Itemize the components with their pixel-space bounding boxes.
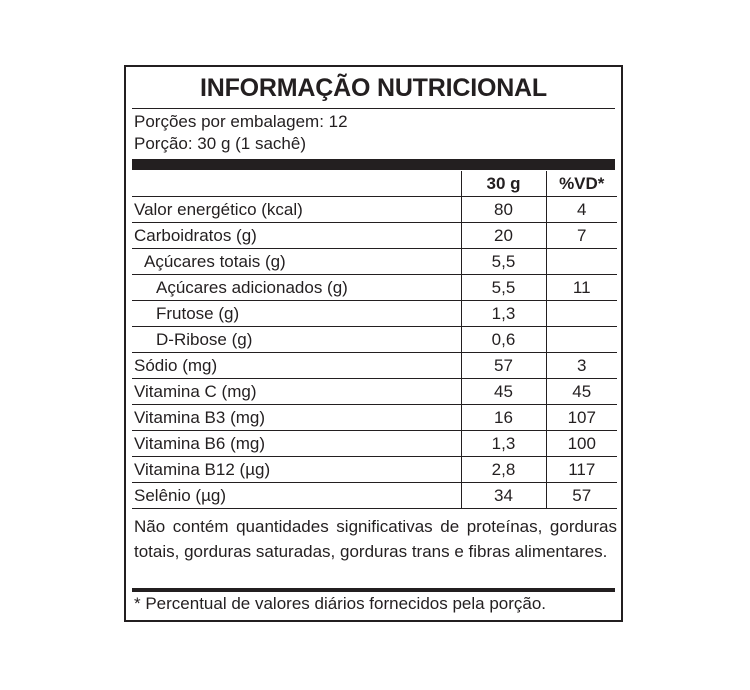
table-row <box>132 249 617 275</box>
nutrient-amount: 57 <box>461 353 546 379</box>
nutrient-dv: 57 <box>546 483 617 509</box>
nutrient-name: Vitamina B3 (mg) <box>132 405 461 431</box>
nutrient-name: D-Ribose (g) <box>132 327 461 353</box>
nutrient-amount: 20 <box>461 223 546 249</box>
servings-per-package: Porções por embalagem: 12 <box>134 112 348 131</box>
header-amount: 30 g <box>461 171 546 197</box>
nutrient-name: Frutose (g) <box>132 301 461 327</box>
nutrient-amount: 34 <box>461 483 546 509</box>
table-row <box>132 223 617 249</box>
table-row <box>132 197 617 223</box>
table-row <box>132 353 617 379</box>
nutrient-amount: 80 <box>461 197 546 223</box>
daily-value-footnote: * Percentual de valores diários fornecidos pela porção. <box>134 594 547 613</box>
thick-divider-top <box>132 159 615 170</box>
nutrient-name: Açúcares adicionados (g) <box>132 275 461 301</box>
nutrient-amount: 5,5 <box>461 249 546 275</box>
table-row <box>132 457 617 483</box>
table-row <box>132 379 617 405</box>
serving-size: Porção: 30 g (1 sachê) <box>134 134 306 153</box>
table-row <box>132 405 617 431</box>
nutrient-name: Selênio (µg) <box>132 483 461 509</box>
nutrient-name: Açúcares totais (g) <box>132 249 461 275</box>
nutrient-dv: 3 <box>546 353 617 379</box>
nutrition-table <box>132 171 617 509</box>
table-row <box>132 431 617 457</box>
nutrient-amount: 5,5 <box>461 275 546 301</box>
nutrient-name: Carboidratos (g) <box>132 223 461 249</box>
nutrient-name: Valor energético (kcal) <box>132 197 461 223</box>
table-row <box>132 275 617 301</box>
nutrient-name: Vitamina C (mg) <box>132 379 461 405</box>
nutrition-facts-panel <box>124 65 623 622</box>
nutrient-amount: 2,8 <box>461 457 546 483</box>
nutrient-dv <box>546 327 617 353</box>
nutrient-amount: 0,6 <box>461 327 546 353</box>
insignificant-amounts-note: Não contém quantidades significativas de proteínas, gorduras totais, gorduras saturadas, gorduras trans e fibras alimentares. <box>134 517 617 561</box>
nutrient-dv <box>546 249 617 275</box>
table-row <box>132 327 617 353</box>
nutrient-dv: 7 <box>546 223 617 249</box>
header-name <box>132 171 461 197</box>
nutrient-dv: 11 <box>546 275 617 301</box>
nutrient-dv: 107 <box>546 405 617 431</box>
nutrient-name: Vitamina B6 (mg) <box>132 431 461 457</box>
nutrient-amount: 16 <box>461 405 546 431</box>
title-divider <box>132 108 615 109</box>
thick-divider-bottom <box>132 588 615 592</box>
nutrient-dv: 100 <box>546 431 617 457</box>
table-header-row <box>132 171 617 197</box>
table-row <box>132 301 617 327</box>
nutrient-amount: 1,3 <box>461 301 546 327</box>
nutrient-dv: 45 <box>546 379 617 405</box>
nutrient-amount: 1,3 <box>461 431 546 457</box>
nutrient-name: Vitamina B12 (µg) <box>132 457 461 483</box>
header-dv: %VD* <box>546 171 617 197</box>
table-row <box>132 483 617 509</box>
nutrient-dv <box>546 301 617 327</box>
label-title: INFORMAÇÃO NUTRICIONAL <box>200 74 547 102</box>
nutrient-amount: 45 <box>461 379 546 405</box>
nutrient-dv: 117 <box>546 457 617 483</box>
nutrient-dv: 4 <box>546 197 617 223</box>
nutrient-name: Sódio (mg) <box>132 353 461 379</box>
